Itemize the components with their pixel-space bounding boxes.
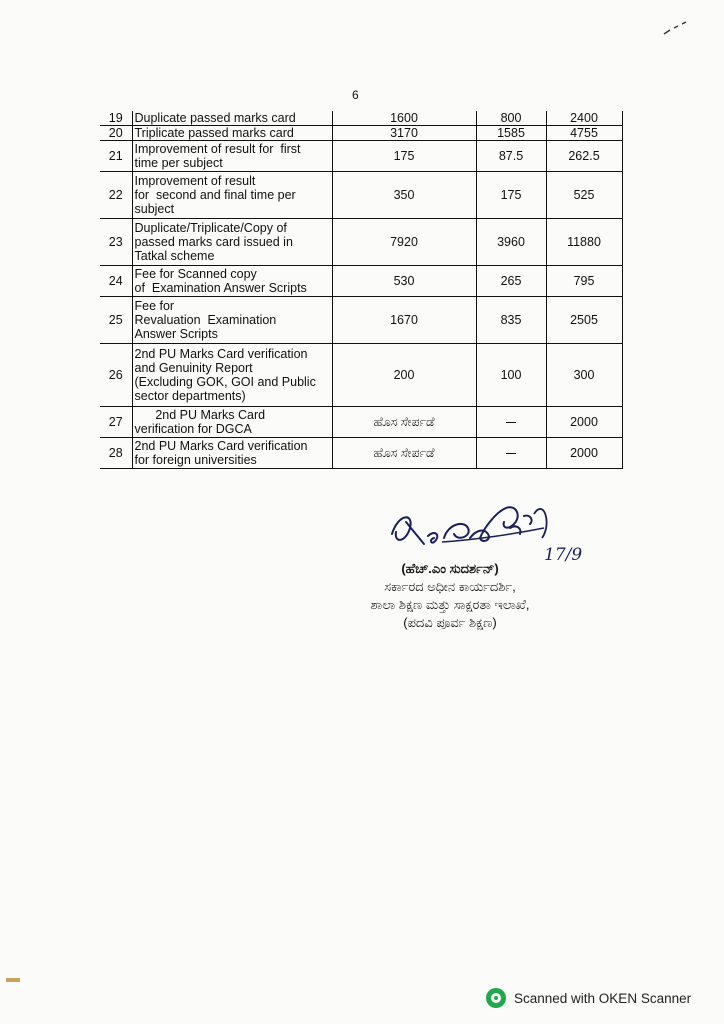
- fee-col-3-cell: 2000: [546, 438, 622, 469]
- serial-number-cell: 20: [100, 126, 132, 141]
- fee-col-2-cell: 3960: [476, 219, 546, 266]
- table-row: [100, 141, 622, 172]
- fee-col-3-cell: 11880: [546, 219, 622, 266]
- serial-number-cell: 19: [100, 111, 132, 126]
- description-line: verification for DGCA: [134, 422, 252, 436]
- fee-col-3-cell: 2000: [546, 407, 622, 438]
- fee-col-1-cell: 1600: [332, 111, 476, 126]
- description-line: for foreign universities: [134, 453, 257, 467]
- description-cell: [132, 141, 332, 172]
- serial-number-cell: 22: [100, 172, 132, 219]
- fee-col-1-cell: 1670: [332, 297, 476, 344]
- description-line: and Genuinity Report: [134, 361, 253, 375]
- description-cell: [132, 126, 332, 141]
- fee-col-2-cell: 175: [476, 172, 546, 219]
- description-cell: [132, 344, 332, 407]
- description-line: of Examination Answer Scripts: [134, 281, 307, 295]
- description-line: for second and final time per: [134, 188, 296, 202]
- table-row: [100, 111, 622, 126]
- description-cell: [132, 438, 332, 469]
- fee-table: [100, 111, 623, 469]
- signatory-block: [300, 560, 600, 632]
- serial-number-cell: 23: [100, 219, 132, 266]
- page-number: 6: [352, 88, 359, 102]
- fee-col-1-cell: 175: [332, 141, 476, 172]
- fee-col-1-cell: 350: [332, 172, 476, 219]
- description-cell: [132, 407, 332, 438]
- oken-scanner-logo-icon: [486, 988, 506, 1008]
- fee-col-2-cell: 835: [476, 297, 546, 344]
- signatory-name: (ಹೆಚ್.ಎಂ ಸುದರ್ಶನ್): [401, 561, 499, 576]
- fee-col-2-cell: 87.5: [476, 141, 546, 172]
- fee-col-2-cell: 1585: [476, 126, 546, 141]
- fee-col-3-cell: 525: [546, 172, 622, 219]
- table-row: [100, 407, 622, 438]
- serial-number-cell: 28: [100, 438, 132, 469]
- description-cell: [132, 219, 332, 266]
- fee-col-1-cell: 3170: [332, 126, 476, 141]
- table-row: [100, 297, 622, 344]
- fee-col-2-cell: 100: [476, 344, 546, 407]
- description-line: Fee for Scanned copy: [134, 267, 257, 281]
- fee-col-2-cell: 265: [476, 266, 546, 297]
- scanner-watermark-text: Scanned with OKEN Scanner: [514, 990, 692, 1006]
- not-applicable-dash: [506, 453, 516, 454]
- description-line: (Excluding GOK, GOI and Public: [134, 375, 316, 389]
- fee-col-1-cell: 200: [332, 344, 476, 407]
- description-line: Improvement of result: [134, 174, 256, 188]
- fee-col-1-cell: ಹೊಸ ಸೇರ್ಪಡೆ: [332, 438, 476, 469]
- serial-number-cell: 26: [100, 344, 132, 407]
- description-line: Improvement of result for first: [134, 142, 301, 156]
- serial-number-cell: 25: [100, 297, 132, 344]
- table-row: [100, 219, 622, 266]
- table-row: [100, 126, 622, 141]
- fee-col-1-cell: 7920: [332, 219, 476, 266]
- fee-col-3-cell: 300: [546, 344, 622, 407]
- table-row: [100, 172, 622, 219]
- description-line: sector departments): [134, 389, 246, 403]
- scan-edge-mark: [6, 978, 20, 982]
- description-line: 2nd PU Marks Card: [134, 408, 266, 422]
- description-line: Answer Scripts: [134, 327, 218, 341]
- description-line: passed marks card issued in: [134, 235, 293, 249]
- table-row: [100, 266, 622, 297]
- not-applicable-dash: [506, 422, 516, 423]
- description-line: Triplicate passed marks card: [134, 126, 294, 140]
- description-line: Duplicate passed marks card: [134, 111, 296, 125]
- table-row: [100, 344, 622, 407]
- description-line: time per subject: [134, 156, 223, 170]
- fee-col-3-cell: 2505: [546, 297, 622, 344]
- fee-col-2-cell: [476, 407, 546, 438]
- fee-col-3-cell: 262.5: [546, 141, 622, 172]
- fee-col-1-cell: ಹೊಸ ಸೇರ್ಪಡೆ: [332, 407, 476, 438]
- scan-artifact-mark: [662, 18, 692, 38]
- description-line: Fee for: [134, 299, 175, 313]
- signature-date: 17/9: [544, 545, 583, 565]
- description-cell: [132, 266, 332, 297]
- description-cell: [132, 297, 332, 344]
- description-line: Tatkal scheme: [134, 249, 215, 263]
- serial-number-cell: 27: [100, 407, 132, 438]
- description-line: Revaluation Examination: [134, 313, 277, 327]
- description-cell: [132, 172, 332, 219]
- serial-number-cell: 24: [100, 266, 132, 297]
- description-cell: [132, 111, 332, 126]
- fee-table-body: [100, 111, 622, 469]
- serial-number-cell: 21: [100, 141, 132, 172]
- table-row: [100, 438, 622, 469]
- fee-col-2-cell: [476, 438, 546, 469]
- description-line: 2nd PU Marks Card verification: [134, 347, 308, 361]
- fee-col-3-cell: 4755: [546, 126, 622, 141]
- signatory-department: ಶಾಲಾ ಶಿಕ್ಷಣ ಮತ್ತು ಸಾಕ್ಷರತಾ ಇಲಾಖೆ,: [370, 597, 530, 612]
- description-line: 2nd PU Marks Card verification: [134, 439, 308, 453]
- fee-col-3-cell: 795: [546, 266, 622, 297]
- fee-col-3-cell: 2400: [546, 111, 622, 126]
- scanner-watermark: [486, 988, 691, 1008]
- signatory-section: (ಪದವಿ ಪೂರ್ವ ಶಿಕ್ಷಣ): [403, 615, 497, 630]
- signatory-designation: ಸರ್ಕಾರದ ಅಧೀನ ಕಾರ್ಯದರ್ಶಿ,: [384, 579, 516, 594]
- fee-col-1-cell: 530: [332, 266, 476, 297]
- description-line: subject: [134, 202, 175, 216]
- description-line: Duplicate/Triplicate/Copy of: [134, 221, 287, 235]
- fee-col-2-cell: 800: [476, 111, 546, 126]
